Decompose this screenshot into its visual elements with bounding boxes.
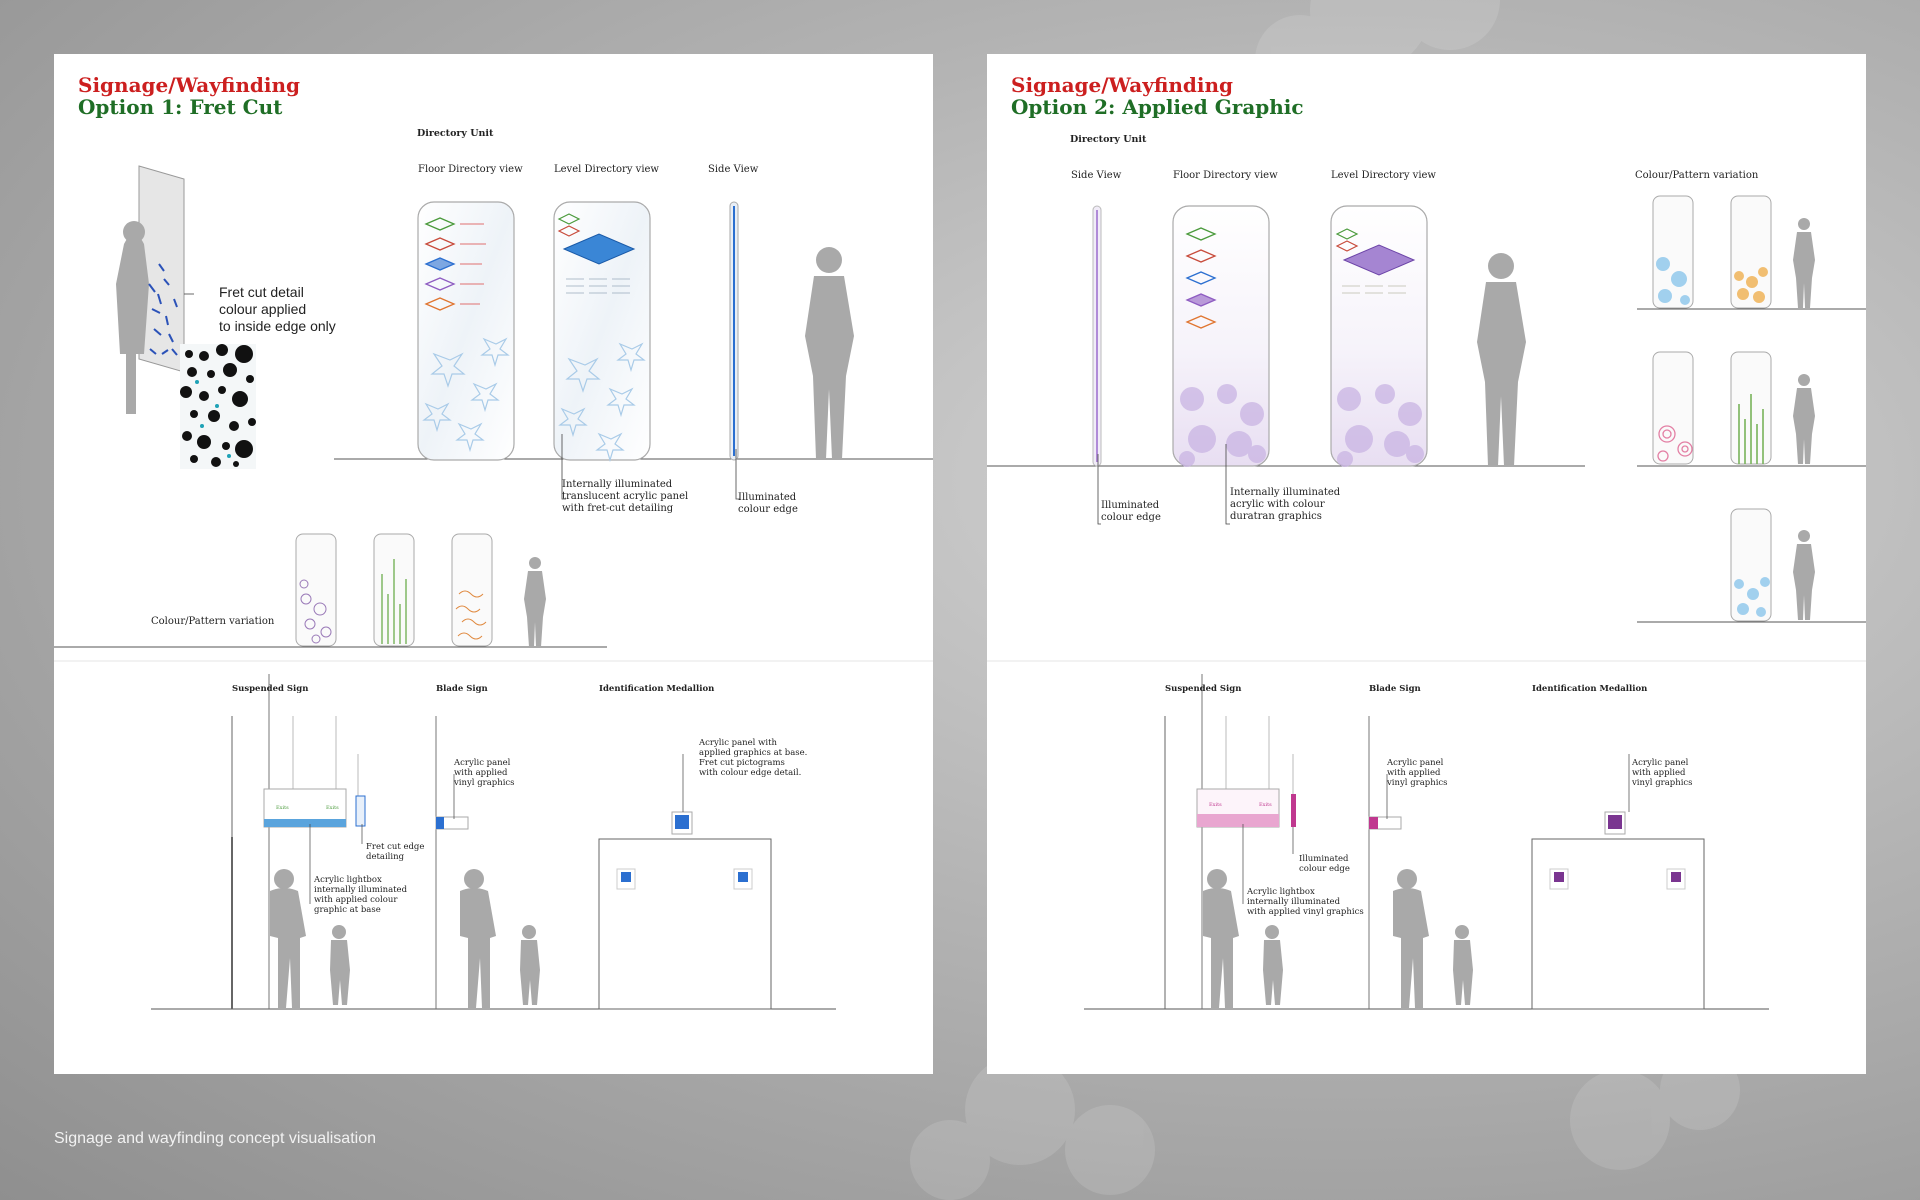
illuminated-edge-note: Illuminated colour edge — [1101, 500, 1161, 523]
fret-cut-detail-swatch — [180, 344, 256, 469]
small-person-silhouettes — [1793, 218, 1815, 620]
option-2-board — [987, 54, 1866, 1074]
suspended-sign-label: Suspended Sign — [1165, 684, 1242, 694]
svg-text:Exits: Exits — [276, 805, 289, 811]
blade-sign-label: Blade Sign — [1369, 684, 1421, 694]
fret-edge-note: Fret cut edge detailing — [366, 842, 425, 862]
level-directory-view-label: Level Directory view — [1331, 170, 1436, 181]
level-directory-unit — [554, 202, 650, 460]
svg-text:Exits: Exits — [326, 805, 339, 811]
identification-medallion-drawing — [599, 812, 771, 1009]
svg-text:Exits: Exits — [1259, 802, 1272, 808]
identification-medallion-drawing — [1532, 812, 1704, 1009]
option-1-board — [54, 54, 933, 1074]
medallion-note: Acrylic panel with applied vinyl graphics — [1632, 758, 1693, 788]
pattern-variation-units — [296, 534, 492, 646]
option-2-drawings — [987, 54, 1866, 1074]
colour-pattern-variation-label: Colour/Pattern variation — [1635, 170, 1759, 181]
svg-text:Exits: Exits — [1209, 802, 1222, 808]
title-line-2: Option 2: Applied Graphic — [1011, 95, 1304, 119]
side-view-label: Side View — [1071, 170, 1122, 181]
page-caption: Signage and wayfinding concept visualisation — [54, 1130, 376, 1147]
medallion-note: Acrylic panel with applied graphics at base. Fret cut pictograms with colour edge detail. — [699, 738, 808, 778]
small-person-silhouette — [524, 557, 546, 647]
title-line-2: Option 1: Fret Cut — [78, 95, 283, 119]
level-directory-view-label: Level Directory view — [554, 164, 659, 175]
suspended-sign-label: Suspended Sign — [232, 684, 309, 694]
floor-directory-view-label: Floor Directory view — [1173, 170, 1278, 181]
option-1-drawings — [54, 54, 933, 1074]
side-view-unit — [730, 202, 738, 460]
identification-medallion-label: Identification Medallion — [599, 684, 715, 694]
title-line-1: Signage/Wayfinding — [1011, 73, 1234, 97]
floor-directory-view-label: Floor Directory view — [418, 164, 523, 175]
floor-directory-unit — [1173, 206, 1269, 467]
directory-unit-label: Directory Unit — [417, 128, 494, 139]
title-line-1: Signage/Wayfinding — [78, 73, 301, 97]
directory-unit-label: Directory Unit — [1070, 134, 1147, 145]
level-directory-unit — [1331, 206, 1427, 467]
fret-cut-note: Fret cut detail colour applied to inside edge only — [219, 284, 336, 334]
blade-sign-note: Acrylic panel with applied vinyl graphics — [454, 758, 515, 788]
side-view-unit — [1093, 206, 1101, 466]
illuminated-edge-note-2: Illuminated colour edge — [1299, 854, 1350, 874]
floor-directory-unit — [418, 202, 514, 460]
standing-person-silhouette — [1477, 253, 1526, 466]
lightbox-note: Acrylic lightbox internally illuminated with applied colour graphic at base — [314, 875, 408, 915]
colour-pattern-variation-label: Colour/Pattern variation — [151, 616, 275, 627]
standing-person-silhouette — [805, 247, 854, 459]
side-view-label: Side View — [708, 164, 759, 175]
pattern-variation-units — [1637, 196, 1866, 622]
identification-medallion-label: Identification Medallion — [1532, 684, 1648, 694]
lightbox-note: Acrylic lightbox internally illuminated with applied vinyl graphics — [1247, 887, 1364, 917]
illuminated-edge-note: Illuminated colour edge — [738, 492, 798, 515]
internally-illuminated-note: Internally illuminated translucent acrylic panel with fret-cut detailing — [562, 479, 689, 514]
internally-illuminated-note: Internally illuminated acrylic with colour duratran graphics — [1230, 487, 1341, 522]
blade-sign-label: Blade Sign — [436, 684, 488, 694]
blade-sign-note: Acrylic panel with applied vinyl graphics — [1387, 758, 1448, 788]
